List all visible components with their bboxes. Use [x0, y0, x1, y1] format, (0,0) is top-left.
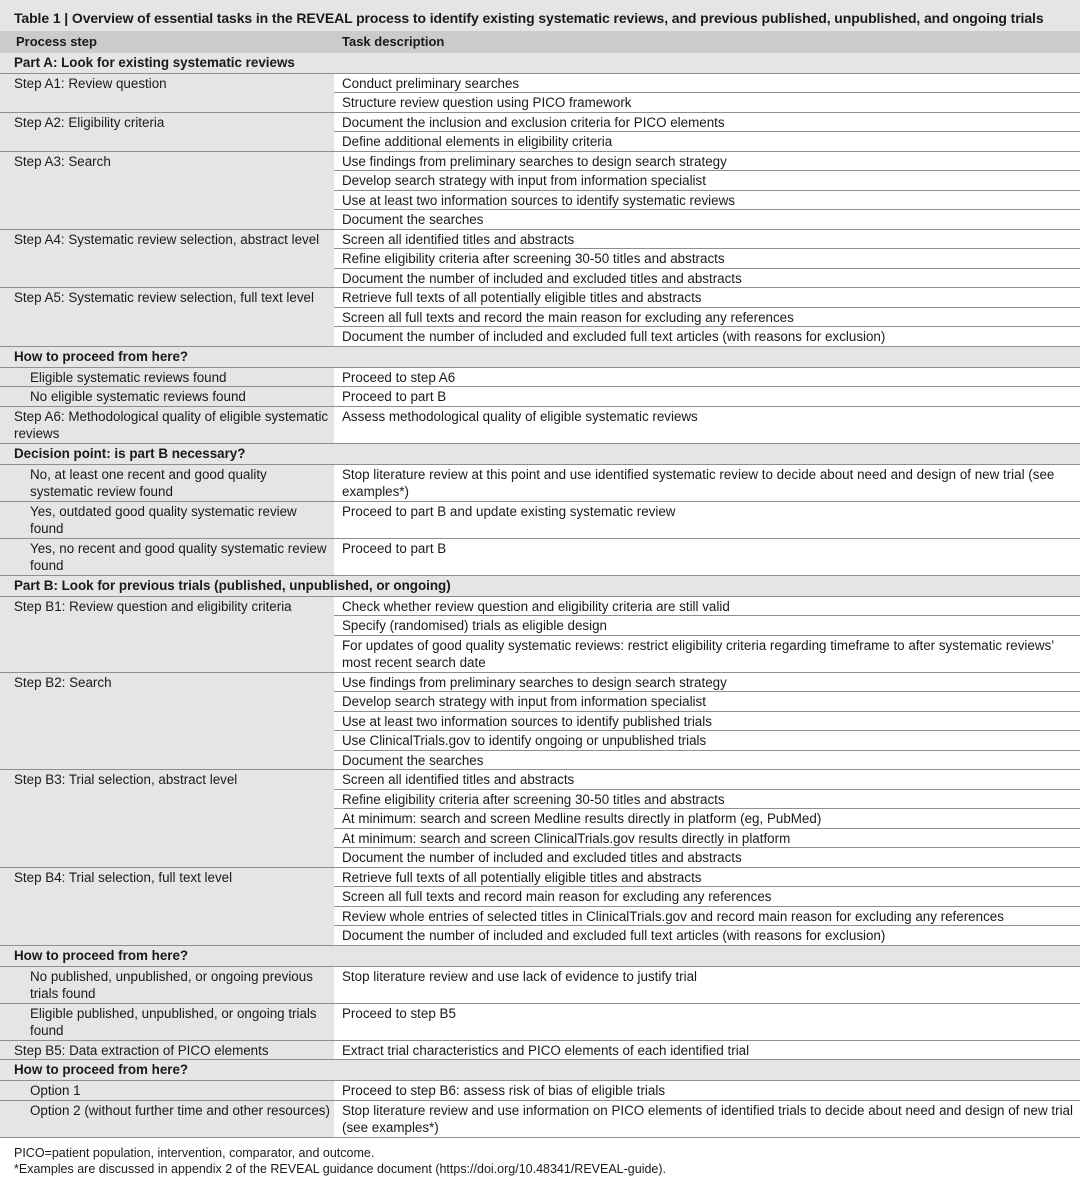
task-item: Conduct preliminary searches [334, 74, 1080, 94]
task-item: Document the number of included and excluded full text articles (with reasons for exclusion) [342, 329, 886, 344]
task-description-cell [334, 465, 1080, 501]
task-item: Document the number of included and excluded titles and abstracts [342, 850, 742, 865]
task-item: Document the searches [342, 752, 484, 768]
task-item: Use at least two information sources to identify published trials [334, 712, 1080, 732]
task-item: Develop search strategy with input from information specialist [334, 692, 1080, 712]
process-step-cell: No eligible systematic reviews found [30, 389, 246, 404]
task-description-cell [334, 387, 1080, 406]
process-step-cell: Step A5: Systematic review selection, full text level [14, 290, 314, 305]
task-item: Stop literature review and use information on PICO elements of identified trials to decide about need and design of new trial (see examples*) [342, 1102, 1073, 1135]
footnote: *Examples are discussed in appendix 2 of the REVEAL guidance document (https://doi.org/10.48341/REVEAL-guide). [14, 1161, 667, 1176]
table-row [0, 502, 1080, 539]
process-step-cell: Step B3: Trial selection, abstract level [14, 772, 238, 787]
task-item: Use ClinicalTrials.gov to identify ongoing or unpublished trials [334, 731, 1080, 751]
task-item: Document the searches [342, 212, 484, 227]
process-step-cell: Option 1 [30, 1083, 81, 1098]
table-row [0, 673, 1080, 771]
task-item: Retrieve full texts of all potentially eligible titles and abstracts [334, 868, 1080, 888]
task-item: For updates of good quality systematic reviews: restrict eligibility criteria regarding timeframe to after systematic reviews’ most recent search date [342, 637, 1054, 670]
table-row [0, 288, 1080, 347]
table-row [0, 967, 1080, 1004]
task-item: Define additional elements in eligibility criteria [342, 134, 613, 149]
task-item: Develop search strategy with input from information specialist [334, 171, 1080, 191]
process-step-cell: Step A3: Search [14, 153, 111, 169]
column-header-process-step: Process step [16, 34, 97, 49]
table-row [0, 539, 1080, 576]
task-description-cell [334, 1004, 1080, 1040]
task-item: At minimum: search and screen ClinicalTrials.gov results directly in platform [334, 829, 1080, 849]
task-item: Structure review question using PICO framework [342, 95, 632, 110]
section-heading: Part B: Look for previous trials (published, unpublished, or ongoing) [0, 576, 1080, 597]
process-step-cell: No, at least one recent and good quality systematic review found [30, 466, 267, 499]
table-body [0, 53, 1080, 1138]
task-description-cell [334, 539, 1080, 575]
task-item: Proceed to step A6 [342, 369, 456, 385]
task-item: Document the inclusion and exclusion criteria for PICO elements [334, 113, 1080, 133]
task-item: Screen all full texts and record the main reason for excluding any references [334, 308, 1080, 328]
process-step-cell: No published, unpublished, or ongoing previous trials found [30, 968, 313, 1001]
task-item: Use at least two information sources to identify systematic reviews [334, 191, 1080, 211]
table-row [0, 1004, 1080, 1041]
task-description-cell [334, 407, 1080, 443]
task-description-cell [334, 1101, 1080, 1137]
task-item: Proceed to part B [342, 540, 447, 556]
task-description-cell [334, 967, 1080, 1003]
task-item: Screen all full texts and record main reason for excluding any references [334, 887, 1080, 907]
process-step-cell: Step A1: Review question [14, 75, 167, 91]
task-description-cell [334, 770, 1080, 867]
task-item: Refine eligibility criteria after screening 30-50 titles and abstracts [334, 790, 1080, 810]
section-heading: How to proceed from here? [0, 1060, 1080, 1081]
process-step-cell: Step A6: Methodological quality of eligible systematic reviews [14, 408, 329, 441]
task-item: Stop literature review and use lack of evidence to justify trial [342, 968, 698, 984]
process-step-cell: Step B1: Review question and eligibility criteria [14, 598, 292, 614]
table-row [0, 387, 1080, 407]
process-step-cell: Step A2: Eligibility criteria [14, 114, 165, 130]
task-item: Document the number of included and excluded full text articles (with reasons for exclusion) [342, 928, 886, 943]
task-item: Use findings from preliminary searches to design search strategy [334, 152, 1080, 172]
process-step-cell: Yes, outdated good quality systematic review found [30, 503, 297, 536]
process-step-cell: Yes, no recent and good quality systematic review found [30, 540, 327, 573]
table-row [0, 1081, 1080, 1101]
process-step-cell: Option 2 (without further time and other resources) [30, 1102, 330, 1118]
table-row [0, 368, 1080, 388]
process-step-cell: Step B2: Search [14, 674, 112, 690]
process-step-cell: Step B4: Trial selection, full text level [14, 869, 233, 885]
process-step-cell: Eligible published, unpublished, or ongoing trials found [30, 1005, 317, 1038]
task-item: Extract trial characteristics and PICO elements of each identified trial [342, 1042, 750, 1058]
table-row [0, 1101, 1080, 1138]
table-row [0, 113, 1080, 152]
table-row [0, 465, 1080, 502]
task-description-cell [334, 113, 1080, 151]
task-description-cell [334, 673, 1080, 770]
section-heading: How to proceed from here? [0, 946, 1080, 967]
task-description-cell [334, 502, 1080, 538]
footnote: PICO=patient population, intervention, comparator, and outcome. [14, 1145, 375, 1160]
task-item: Screen all identified titles and abstracts [334, 770, 1080, 790]
section-heading: How to proceed from here? [0, 347, 1080, 368]
table-row [0, 152, 1080, 230]
process-step-cell: Eligible systematic reviews found [30, 369, 227, 385]
task-item: Proceed to part B and update existing systematic review [342, 503, 676, 519]
task-item: Retrieve full texts of all potentially eligible titles and abstracts [334, 288, 1080, 308]
table-row [0, 74, 1080, 113]
column-header-task-description: Task description [342, 34, 445, 49]
task-description-cell [334, 152, 1080, 229]
task-description-cell [334, 74, 1080, 112]
table-row [0, 597, 1080, 673]
table-row [0, 868, 1080, 946]
task-item: Proceed to part B [342, 389, 447, 404]
section-heading: Decision point: is part B necessary? [0, 444, 1080, 465]
task-description-cell [334, 288, 1080, 346]
task-item: Specify (randomised) trials as eligible design [334, 616, 1080, 636]
task-description-cell [334, 1081, 1080, 1100]
table-row [0, 407, 1080, 444]
table-row [0, 230, 1080, 289]
task-item: Review whole entries of selected titles in ClinicalTrials.gov and record main reason for excluding any references [334, 907, 1080, 927]
section-heading: Part A: Look for existing systematic reviews [0, 53, 1080, 74]
task-item: Use findings from preliminary searches to design search strategy [334, 673, 1080, 693]
process-step-cell: Step A4: Systematic review selection, abstract level [14, 231, 320, 247]
task-item: Assess methodological quality of eligible systematic reviews [342, 408, 698, 424]
table-title: Table 1 | Overview of essential tasks in the REVEAL process to identify existing systematic reviews, and previous published, unpublished, and ongoing trials [0, 0, 1080, 31]
task-item: At minimum: search and screen Medline results directly in platform (eg, PubMed) [334, 809, 1080, 829]
task-item: Document the number of included and excluded titles and abstracts [342, 270, 742, 286]
table-row [0, 1041, 1080, 1061]
task-description-cell [334, 368, 1080, 387]
task-item: Stop literature review at this point and use identified systematic review to decide about need and design of new trial (see examples*) [342, 466, 1055, 499]
task-description-cell [334, 230, 1080, 288]
process-step-cell: Step B5: Data extraction of PICO elements [14, 1042, 269, 1058]
task-item: Check whether review question and eligibility criteria are still valid [334, 597, 1080, 617]
task-description-cell [334, 868, 1080, 945]
task-item: Refine eligibility criteria after screening 30-50 titles and abstracts [334, 249, 1080, 269]
table-header-row [0, 31, 1080, 53]
task-item: Screen all identified titles and abstracts [334, 230, 1080, 250]
task-item: Proceed to step B6: assess risk of bias of eligible trials [342, 1083, 666, 1098]
table-row [0, 770, 1080, 868]
task-description-cell [334, 1041, 1080, 1060]
task-item: Proceed to step B5 [342, 1005, 456, 1021]
task-description-cell [334, 597, 1080, 672]
footnotes [0, 1138, 1080, 1177]
